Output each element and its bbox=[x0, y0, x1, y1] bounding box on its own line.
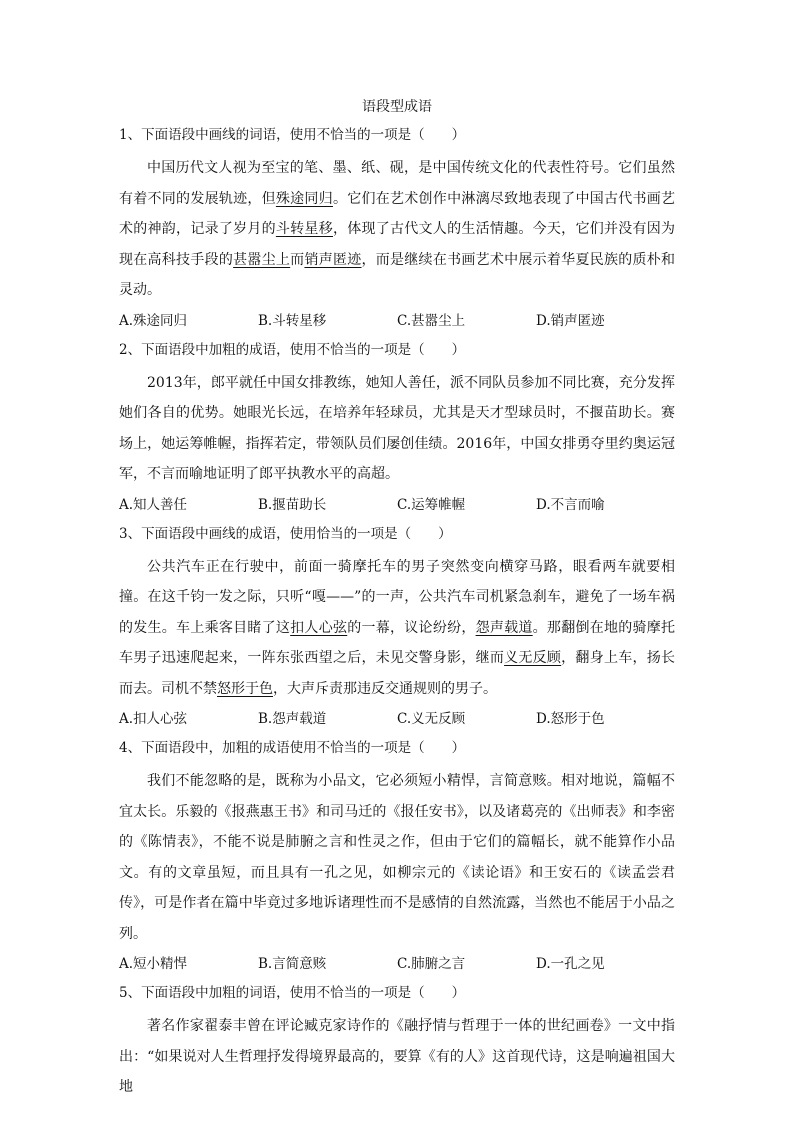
underlined-idiom: 斗转星移 bbox=[275, 221, 333, 237]
question-1-options bbox=[119, 310, 675, 332]
page-title: 语段型成语 bbox=[362, 99, 432, 115]
option-b: B.怨声载道 bbox=[258, 711, 327, 727]
question-3-stem: 3、下面语段中画线的成语，使用恰当的一项是（ ） bbox=[119, 525, 452, 542]
option-d: D.一孔之见 bbox=[536, 956, 605, 972]
question-2-passage: 2013年，郎平就任中国女排教练，她知人善任，派不同队员参加不同比赛，充分发挥她们各自的优势。她眼光长远，在培养年轻球员，尤其是天才型球员时，不揠苗助长。赛场上，她运筹帷幄，指挥若定，带领队员们屡创佳绩。2016年，中国女排勇夺里约奥运冠军，不言而喻地证明了郎平执教水平的高超。 bbox=[119, 374, 675, 482]
option-a: A.扣人心弦 bbox=[119, 711, 188, 727]
question-5-passage: 著名作家翟泰丰曾在评论臧克家诗作的《融抒情与哲理于一体的世纪画卷》一文中指出：“如果说对人生哲理抒发得境界最高的，要算《有的人》这首现代诗，这是响遍祖国大地 bbox=[119, 1018, 675, 1095]
option-b: B.斗转星移 bbox=[258, 312, 327, 329]
option-a: A.短小精悍 bbox=[119, 956, 188, 972]
underlined-idiom: 殊途同归 bbox=[275, 190, 333, 207]
question-1-passage: 中国历代文人视为至宝的笔、墨、纸、砚，是中国传统文化的代表性符号。它们虽然有着不同的发展轨迹，但殊途同归。它们在艺术创作中淋漓尽致地表现了中国古代书画艺术的神韵，记录了岁月的斗转星移，体现了古代文人的生活情趣。今天，它们并没有因为现在高科技手段的甚嚣尘上而销声匿迹，而是继续在书画艺术中展示着华夏民族的质朴和灵动。 bbox=[119, 160, 676, 298]
question-4-passage: 我们不能忽略的是，既称为小品文，它必须短小精悍，言简意赅。相对地说，篇幅不宜太长。乐毅的《报燕惠王书》和司马迁的《报任安书》，以及诸葛亮的《出师表》和李密的《陈情表》，不能不说是肺腑之言和性灵之作，但由于它们的篇幅长，就不能算作小品文。有的文章虽短，而且具有一孔之见，如柳宗元的《读论语》和王安石的《读孟尝君传》，可是作者在篇中毕竟过多地诉诸理性而不是感情的自然流露，当然也不能居于小品之列。 bbox=[119, 773, 675, 942]
document-page bbox=[119, 96, 675, 1107]
underlined-idiom: 甚嚣尘上 bbox=[233, 251, 291, 268]
option-a: A.殊途同归 bbox=[119, 312, 188, 329]
option-c: C.肺腑之言 bbox=[397, 956, 466, 972]
option-b: B.揠苗助长 bbox=[258, 496, 327, 513]
option-c: C.甚嚣尘上 bbox=[397, 312, 466, 329]
question-2-options bbox=[119, 494, 675, 516]
underlined-idiom: 扣人心弦 bbox=[290, 619, 348, 636]
option-d: D.不言而喻 bbox=[536, 496, 605, 513]
question-4-stem: 4、下面语段中，加粗的成语使用不恰当的一项是（ ） bbox=[119, 740, 466, 756]
underlined-idiom: 义无反顾 bbox=[504, 650, 562, 666]
underlined-idiom: 销声匿迹 bbox=[304, 251, 362, 268]
question-1-stem: 1、下面语段中画线的词语，使用不恰当的一项是（ ） bbox=[119, 127, 466, 143]
option-d: D.销声匿迹 bbox=[536, 312, 605, 329]
question-3-passage: 公共汽车正在行驶中，前面一骑摩托车的男子突然变向横穿马路，眼看两车就要相撞。在这千钧一发之际，只听“嘎——”的一声，公共汽车司机紧急刹车，避免了一场车祸的发生。车上乘客目睹了这扣人心弦的一幕，议论纷纷，怨声载道。那翻倒在地的骑摩托车男子迅速爬起来，一阵东张西望之后，未见交警身影，继而义无反顾，翻身上车，扬长而去。司机不禁怒形于色，大声斥责那违反交通规则的男子。 bbox=[119, 558, 676, 697]
underlined-idiom: 怨声载道 bbox=[475, 619, 533, 636]
option-c: C.运筹帷幄 bbox=[397, 496, 466, 513]
question-5-stem: 5、下面语段中加粗的词语，使用不恰当的一项是（ ） bbox=[119, 985, 466, 1001]
underlined-idiom: 怒形于色 bbox=[217, 680, 273, 697]
question-2-stem: 2、下面语段中加粗的成语，使用不恰当的一项是（ ） bbox=[119, 341, 466, 358]
question-4-options bbox=[119, 953, 675, 975]
question-3-options bbox=[119, 708, 675, 730]
option-c: C.义无反顾 bbox=[397, 711, 466, 727]
option-b: B.言简意赅 bbox=[258, 956, 327, 972]
option-a: A.知人善任 bbox=[119, 496, 188, 513]
option-d: D.怒形于色 bbox=[536, 711, 605, 727]
